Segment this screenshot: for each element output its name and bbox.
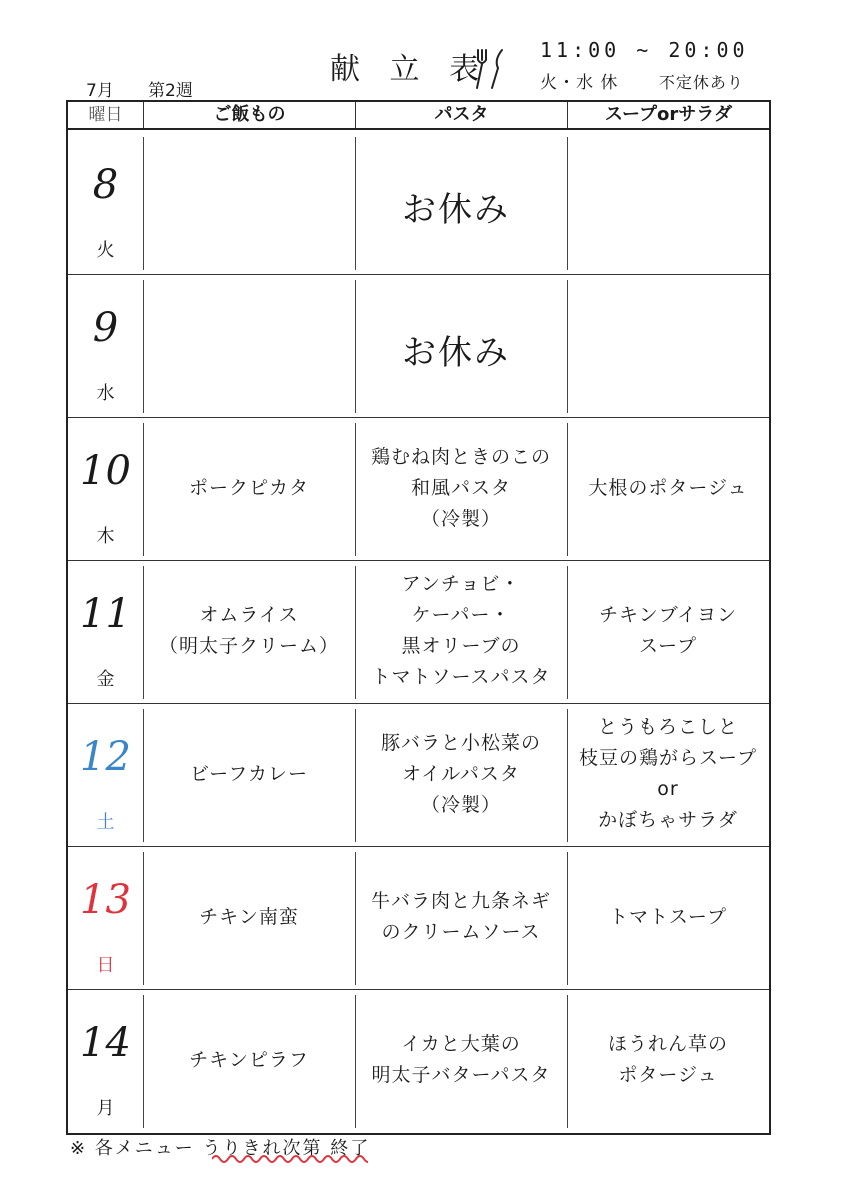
soup-or-salad-cell xyxy=(567,990,769,1130)
table-row xyxy=(68,847,769,990)
cutlery-icon xyxy=(470,46,510,90)
weekday-label: 日 xyxy=(96,955,115,976)
closed-days xyxy=(540,68,744,93)
rice-dish-cell xyxy=(143,418,355,558)
holiday-label: お休み xyxy=(402,333,510,373)
note-prefix: ※ 各メニュー xyxy=(70,1138,195,1159)
soup-or-salad-line: トマトスープ xyxy=(609,905,727,928)
pasta-dish-lines xyxy=(371,1029,550,1091)
pasta-dish-line: （冷製） xyxy=(420,507,501,530)
day-number: 10 xyxy=(80,448,131,494)
table-header xyxy=(68,102,769,130)
soup-or-salad-line: かぼちゃサラダ xyxy=(598,809,738,831)
soup-or-salad-line: ポタージュ xyxy=(618,1064,718,1086)
rice-dish-line: オムライス xyxy=(199,604,299,626)
header-soup: スープorサラダ xyxy=(567,102,769,128)
pasta-dish-line: 和風パスタ xyxy=(410,476,511,499)
weekday-label: 月 xyxy=(96,1098,115,1119)
pasta-dish-line: 明太子バターパスタ xyxy=(371,1064,551,1086)
day-number: 14 xyxy=(80,1020,131,1066)
soup-or-salad-cell xyxy=(567,561,769,701)
header-pasta: パスタ xyxy=(355,102,567,128)
soup-or-salad-line: ほうれん草の xyxy=(607,1033,728,1055)
day-number: 9 xyxy=(92,305,119,351)
weekday-label: 土 xyxy=(96,812,115,833)
soup-or-salad-line: 大根のポタージュ xyxy=(588,476,748,499)
note-emphasis: うりきれ次第 終了 xyxy=(202,1138,371,1159)
weekday-label: 火 xyxy=(96,240,115,261)
day-number: 13 xyxy=(80,877,131,923)
menu-title: 献 立 表 xyxy=(330,52,490,87)
table-row xyxy=(68,275,769,418)
rice-dish-lines xyxy=(189,1045,309,1076)
pasta-dish-line: （冷製） xyxy=(420,793,501,816)
weekday-label: 金 xyxy=(96,669,115,690)
pasta-dish-lines xyxy=(381,728,541,821)
rice-dish-lines xyxy=(190,759,308,790)
pasta-dish-line: 黒オリーブの xyxy=(401,635,521,657)
table-row xyxy=(68,704,769,847)
rice-dish-lines xyxy=(159,600,339,662)
pasta-dish-line: ケーパー・ xyxy=(411,604,511,626)
day-number: 12 xyxy=(80,734,131,780)
pasta-dish-line: 牛バラ肉と九条ネギ xyxy=(370,890,551,912)
week-label: 第2週 xyxy=(148,81,193,101)
pasta-dish-cell xyxy=(355,990,567,1130)
soup-or-salad-line: チキンブイヨン xyxy=(598,604,738,626)
rice-dish-line: ポークピカタ xyxy=(188,476,309,499)
weekday-label: 水 xyxy=(96,383,115,404)
pasta-dish-line: アンチョビ・ xyxy=(401,573,521,595)
rice-dish-lines xyxy=(199,902,299,933)
rice-dish-cell xyxy=(143,847,355,987)
pasta-dish-cell xyxy=(355,561,567,701)
table-row xyxy=(68,132,769,275)
pasta-dish-line: オイルパスタ xyxy=(402,762,520,785)
pasta-dish-line: 鶏むね肉ときのこの xyxy=(370,445,551,468)
rice-dish-line: チキン南蛮 xyxy=(199,905,299,928)
wavy-underline xyxy=(212,1152,368,1166)
soup-or-salad-cell xyxy=(567,418,769,558)
irregular-holidays: 不定休あり xyxy=(658,73,744,92)
soup-or-salad-cell xyxy=(567,847,769,987)
soup-or-salad-line: スープ xyxy=(638,635,698,657)
rice-dish-line: ビーフカレー xyxy=(189,762,309,785)
pasta-dish-line: イカと大葉の xyxy=(401,1033,521,1055)
rice-dish-line: （明太子クリーム） xyxy=(158,635,339,657)
pasta-dish-cell xyxy=(355,418,567,558)
rice-dish-lines xyxy=(189,473,309,504)
table-row xyxy=(68,990,769,1133)
soup-or-salad-line: or xyxy=(657,778,679,800)
pasta-dish-line: トマトソースパスタ xyxy=(371,666,551,688)
soup-or-salad-lines xyxy=(588,473,747,504)
header-rice: ご飯もの xyxy=(143,102,355,128)
table-row xyxy=(68,561,769,704)
rice-dish-cell xyxy=(143,990,355,1130)
soup-or-salad-lines xyxy=(579,712,757,836)
header-day: 曜日 xyxy=(88,105,123,125)
soup-or-salad-line: 枝豆の鶏がらスープ xyxy=(578,747,758,769)
soup-or-salad-lines xyxy=(609,902,727,933)
pasta-dish-line: 豚バラと小松菜の xyxy=(380,731,541,754)
soup-or-salad-cell xyxy=(567,704,769,844)
rice-dish-cell xyxy=(143,561,355,701)
pasta-dish-cell xyxy=(355,704,567,844)
soup-or-salad-lines xyxy=(608,1029,728,1091)
table-row xyxy=(68,418,769,561)
rice-dish-line: チキンピラフ xyxy=(189,1048,309,1071)
pasta-dish-line: のクリームソース xyxy=(381,921,541,943)
day-number: 11 xyxy=(80,591,131,637)
pasta-dish-lines xyxy=(371,569,550,693)
weekday-label: 木 xyxy=(96,526,115,547)
rice-dish-cell xyxy=(143,704,355,844)
holiday-label: お休み xyxy=(402,190,510,230)
soup-or-salad-line: とうもろこしと xyxy=(597,716,738,738)
day-number: 8 xyxy=(92,162,119,208)
soup-or-salad-lines xyxy=(599,600,737,662)
closed-weekdays: 火・水 休 xyxy=(540,73,619,93)
pasta-dish-lines xyxy=(371,442,551,535)
month-label: 7月 xyxy=(86,81,114,101)
menu-table xyxy=(66,100,771,1135)
pasta-dish-cell xyxy=(355,847,567,987)
pasta-dish-lines xyxy=(371,886,551,948)
business-hours: 11:00 ~ 20:00 xyxy=(540,38,749,62)
